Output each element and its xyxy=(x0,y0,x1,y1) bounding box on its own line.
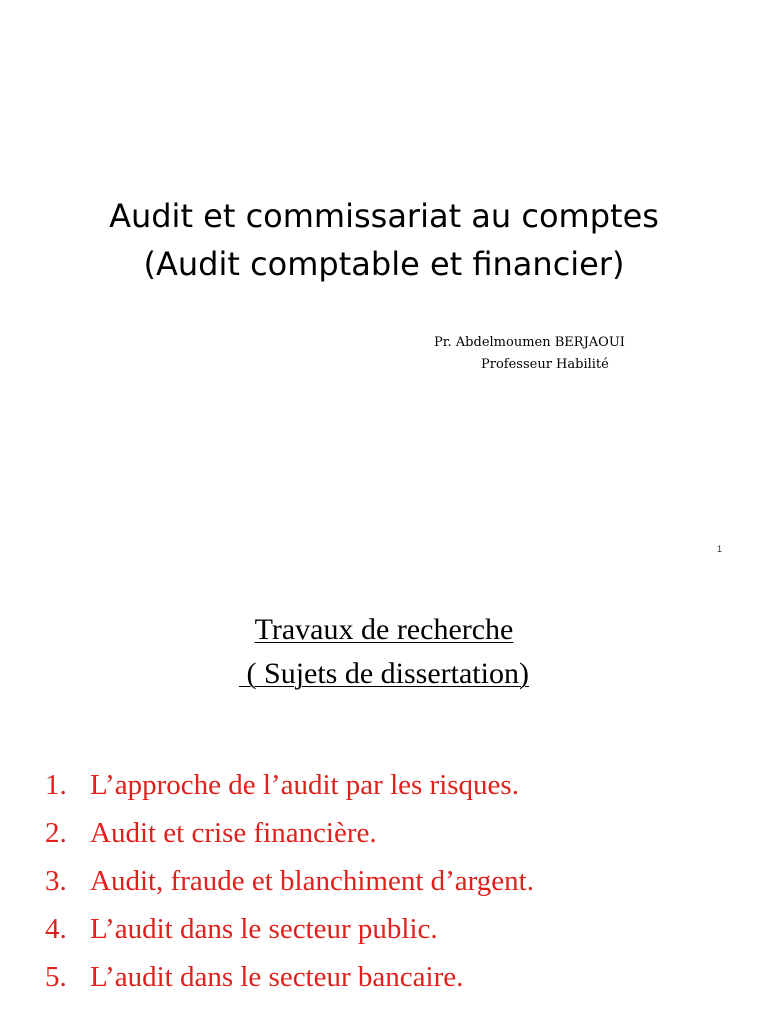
list-item-text: Audit et crise financière. xyxy=(90,817,377,849)
author-name: Pr. Abdelmoumen BERJAOUI xyxy=(434,335,625,350)
title-line-2: (Audit comptable et financier) xyxy=(143,245,625,283)
list-item-text: L’approche de l’audit par les risques. xyxy=(90,769,519,801)
title-line-1: Audit et commissariat au comptes xyxy=(109,197,659,235)
author-block xyxy=(434,332,625,376)
list-item-number: 3. xyxy=(45,865,67,897)
heading-line-1: Travaux de recherche xyxy=(254,613,514,646)
heading-line-2: ( Sujets de dissertation) xyxy=(239,657,529,690)
research-topics-slide xyxy=(0,576,768,1024)
list-item-number: 5. xyxy=(45,961,67,993)
list-item-number: 2. xyxy=(45,817,67,849)
author-role: Professeur Habilité xyxy=(481,357,609,372)
list-item-text: Audit, fraude et blanchiment d’argent. xyxy=(90,865,534,897)
list-item-number: 1. xyxy=(45,769,67,801)
list-item-text: L’audit dans le secteur public. xyxy=(90,913,438,945)
list-item-text: L’audit dans le secteur bancaire. xyxy=(90,961,464,993)
list-item xyxy=(45,809,534,857)
page-number: 1 xyxy=(716,544,722,554)
list-item-number: 4. xyxy=(45,913,67,945)
topics-list xyxy=(45,761,534,1001)
list-item xyxy=(45,761,534,809)
list-item xyxy=(45,953,534,1001)
presentation-title xyxy=(0,192,768,288)
section-heading xyxy=(0,608,768,696)
list-item xyxy=(45,857,534,905)
list-item xyxy=(45,905,534,953)
